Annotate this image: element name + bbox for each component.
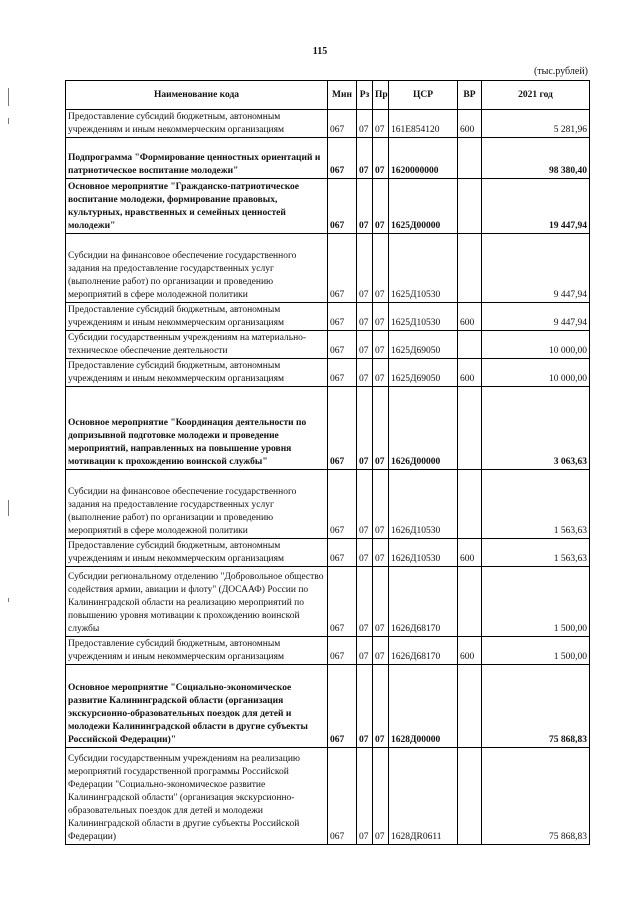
row-vr: 600 — [458, 110, 482, 138]
row-min: 067 — [328, 179, 357, 234]
row-min: 067 — [328, 387, 357, 470]
row-amount: 10 000,00 — [482, 331, 590, 359]
row-amount: 1 563,63 — [482, 539, 590, 567]
row-vr: 600 — [458, 539, 482, 567]
row-min: 067 — [328, 637, 357, 665]
table-row — [66, 331, 590, 359]
row-vr — [458, 331, 482, 359]
table-row — [66, 748, 590, 845]
row-pr: 07 — [373, 110, 389, 138]
budget-table — [65, 80, 590, 845]
row-amount: 3 063,63 — [482, 387, 590, 470]
row-min: 067 — [328, 359, 357, 387]
row-vr — [458, 470, 482, 539]
row-vr — [458, 179, 482, 234]
table-row — [66, 567, 590, 637]
margin-mark — [8, 500, 9, 516]
row-name: Подпрограмма "Формирование ценностных ориентаций и патриотическое воспитание молодежи" — [66, 138, 328, 179]
row-vr — [458, 387, 482, 470]
table-header-row — [66, 81, 590, 110]
row-name: Субсидии на финансовое обеспечение государственного задания на предоставление государственных услуг (выполнение работ) по организации и проведению мероприятий в сфере молодежной политики — [66, 470, 328, 539]
row-pr: 07 — [373, 470, 389, 539]
table-row — [66, 179, 590, 234]
row-pr: 07 — [373, 637, 389, 665]
header-rz: Рз — [357, 81, 373, 110]
row-min: 067 — [328, 567, 357, 637]
table-row — [66, 387, 590, 470]
row-min: 067 — [328, 331, 357, 359]
row-pr: 07 — [373, 539, 389, 567]
table-row — [66, 359, 590, 387]
row-csr: 1625Д00000 — [389, 179, 458, 234]
row-csr: 1626Д68170 — [389, 637, 458, 665]
row-rz: 07 — [357, 179, 373, 234]
row-csr: 1626Д68170 — [389, 567, 458, 637]
row-amount: 75 868,83 — [482, 748, 590, 845]
row-name: Субсидии региональному отделению "Добровольное общество содействия армии, авиации и флоту" (ДОСААФ) России по Калининградской области на реализацию мероприятий по повышению уровня мотивации к прохождению воинской службы — [66, 567, 328, 637]
row-csr: 1620000000 — [389, 138, 458, 179]
row-csr: 1625Д10530 — [389, 303, 458, 331]
row-amount: 9 447,94 — [482, 234, 590, 303]
row-rz: 07 — [357, 748, 373, 845]
row-vr — [458, 234, 482, 303]
row-amount: 75 868,83 — [482, 665, 590, 748]
row-vr — [458, 665, 482, 748]
header-min: Мин — [328, 81, 357, 110]
table-row — [66, 539, 590, 567]
row-vr: 600 — [458, 637, 482, 665]
row-amount: 9 447,94 — [482, 303, 590, 331]
table-row — [66, 138, 590, 179]
row-csr: 1626Д00000 — [389, 387, 458, 470]
table-row — [66, 637, 590, 665]
row-amount: 1 563,63 — [482, 470, 590, 539]
table-row — [66, 110, 590, 138]
row-name: Субсидии на финансовое обеспечение государственного задания на предоставление государственных услуг (выполнение работ) по организации и проведению мероприятий в сфере молодежной политики — [66, 234, 328, 303]
row-name: Основное мероприятие "Координация деятельности по допризывной подготовке молодежи и проведение мероприятий, направленных на повышение уровня мотивации к прохождению воинской службы" — [66, 387, 328, 470]
row-min: 067 — [328, 303, 357, 331]
table-row — [66, 303, 590, 331]
row-pr: 07 — [373, 665, 389, 748]
row-pr: 07 — [373, 331, 389, 359]
row-csr: 1628ДR0611 — [389, 748, 458, 845]
row-name: Предоставление субсидий бюджетным, автономным учреждениям и иным некоммерческим организациям — [66, 359, 328, 387]
header-vr: ВР — [458, 81, 482, 110]
row-name: Основное мероприятие "Гражданско-патриотическое воспитание молодежи, формирование правовых, культурных, нравственных и семейных ценностей молодежи" — [66, 179, 328, 234]
row-name: Предоставление субсидий бюджетным, автономным учреждениям и иным некоммерческим организациям — [66, 110, 328, 138]
row-min: 067 — [328, 138, 357, 179]
row-csr: 161E854120 — [389, 110, 458, 138]
row-pr: 07 — [373, 234, 389, 303]
table-row — [66, 470, 590, 539]
row-csr: 1625Д69050 — [389, 359, 458, 387]
row-name: Субсидии государственным учреждениям на реализацию мероприятий государственной программы Российской Федерации "Социально-экономическое развитие Калининградской области" (организация экскурсионно-образовательных поездок для детей и молодежи Калининградской области в другие субъекты Российской Федерации) — [66, 748, 328, 845]
row-vr: 600 — [458, 303, 482, 331]
row-min: 067 — [328, 110, 357, 138]
row-vr: 600 — [458, 359, 482, 387]
row-pr: 07 — [373, 748, 389, 845]
row-name: Предоставление субсидий бюджетным, автономным учреждениям и иным некоммерческим организациям — [66, 303, 328, 331]
row-rz: 07 — [357, 567, 373, 637]
row-rz: 07 — [357, 138, 373, 179]
row-name: Предоставление субсидий бюджетным, автономным учреждениям и иным некоммерческим организациям — [66, 637, 328, 665]
row-rz: 07 — [357, 234, 373, 303]
row-amount: 10 000,00 — [482, 359, 590, 387]
row-rz: 07 — [357, 637, 373, 665]
row-pr: 07 — [373, 387, 389, 470]
row-csr: 1625Д69050 — [389, 331, 458, 359]
row-rz: 07 — [357, 303, 373, 331]
row-min: 067 — [328, 539, 357, 567]
margin-mark — [8, 118, 9, 124]
table-row — [66, 665, 590, 748]
row-name: Предоставление субсидий бюджетным, автономным учреждениям и иным некоммерческим организациям — [66, 539, 328, 567]
row-rz: 07 — [357, 470, 373, 539]
row-csr: 1625Д10530 — [389, 234, 458, 303]
header-csr: ЦСР — [389, 81, 458, 110]
header-year: 2021 год — [482, 81, 590, 110]
row-min: 067 — [328, 665, 357, 748]
row-amount: 1 500,00 — [482, 567, 590, 637]
row-vr — [458, 748, 482, 845]
row-csr: 1626Д10530 — [389, 470, 458, 539]
row-pr: 07 — [373, 359, 389, 387]
page-number: 115 — [312, 46, 328, 57]
row-csr: 1628Д00000 — [389, 665, 458, 748]
row-rz: 07 — [357, 665, 373, 748]
header-name: Наименование кода — [66, 81, 328, 110]
margin-mark — [8, 598, 9, 602]
units-label: (тыс.рублей) — [533, 66, 588, 77]
row-amount: 1 500,00 — [482, 637, 590, 665]
row-min: 067 — [328, 470, 357, 539]
row-min: 067 — [328, 234, 357, 303]
row-name: Субсидии государственным учреждениям на материально-техническое обеспечение деятельности — [66, 331, 328, 359]
margin-mark — [8, 88, 9, 106]
row-pr: 07 — [373, 303, 389, 331]
row-vr — [458, 567, 482, 637]
row-rz: 07 — [357, 539, 373, 567]
row-csr: 1626Д10530 — [389, 539, 458, 567]
header-pr: Пр — [373, 81, 389, 110]
row-min: 067 — [328, 748, 357, 845]
row-pr: 07 — [373, 138, 389, 179]
row-rz: 07 — [357, 359, 373, 387]
row-rz: 07 — [357, 110, 373, 138]
row-amount: 19 447,94 — [482, 179, 590, 234]
row-rz: 07 — [357, 331, 373, 359]
row-pr: 07 — [373, 179, 389, 234]
table-body — [66, 110, 590, 845]
table-row — [66, 234, 590, 303]
row-name: Основное мероприятие "Социально-экономическое развитие Калининградской области (организация экскурсионно-образовательных поездок для детей и молодежи Калининградской области в другие субъекты Российской Федерации)" — [66, 665, 328, 748]
row-rz: 07 — [357, 387, 373, 470]
row-pr: 07 — [373, 567, 389, 637]
row-amount: 5 281,96 — [482, 110, 590, 138]
row-amount: 98 380,40 — [482, 138, 590, 179]
row-vr — [458, 138, 482, 179]
